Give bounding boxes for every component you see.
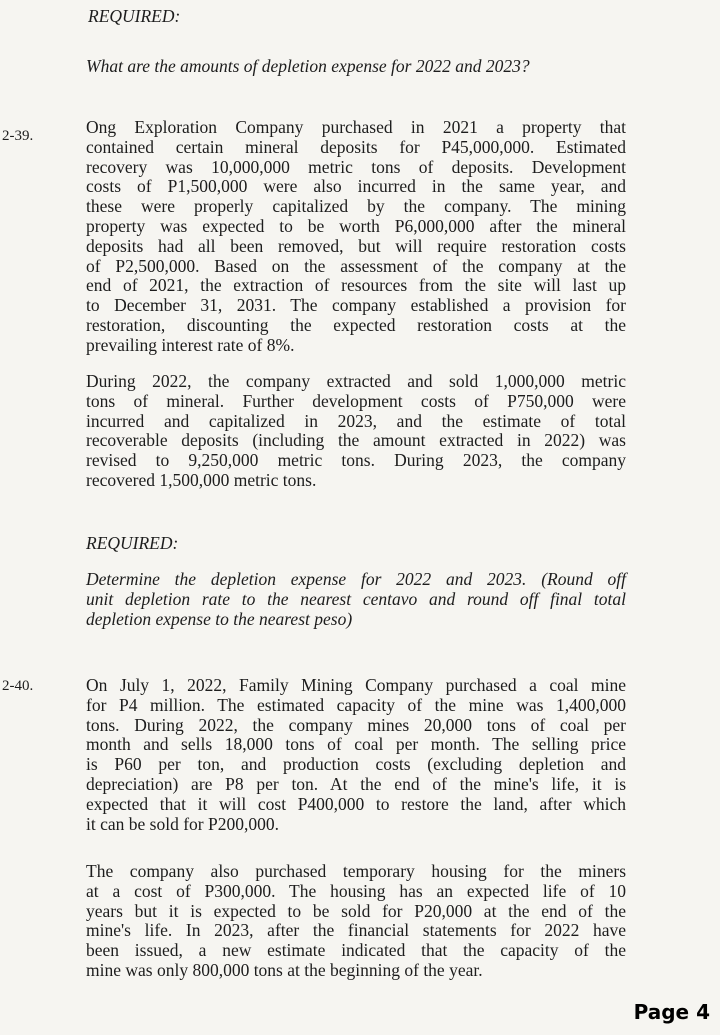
text-line: month and sells 18,000 tons of coal per month. The selling price: [86, 734, 626, 755]
text-line: recoverable deposits (including the amount extracted in 2022) was: [86, 430, 626, 451]
text-line: expected that it will cost P400,000 to restore the land, after which: [86, 793, 626, 814]
text-line: During 2022, the company extracted and sold 1,000,000 metric: [86, 371, 626, 391]
text-line: mine's life. In 2023, after the financial statements for 2022 have: [86, 920, 626, 941]
text-line: contained certain mineral deposits for P45,000,000. Estimated: [86, 136, 626, 157]
question-top: What are the amounts of depletion expense for 2022 and 2023?: [86, 56, 530, 76]
text-line: tons of mineral. Further development costs of P750,000 were: [86, 390, 626, 411]
text-line: deposits had all been removed, but will require restoration costs: [86, 235, 626, 256]
text-line: recovery was 10,000,000 metric tons of deposits. Development: [86, 156, 626, 177]
text-line: depletion expense to the nearest peso): [86, 608, 353, 629]
text-line: property was expected to be worth P6,000,000 after the mineral: [86, 215, 626, 236]
text-line: to December 31, 2031. The company established a provision for: [86, 295, 626, 316]
text-line: is P60 per ton, and production costs (excluding depletion and: [86, 754, 626, 775]
text-line: been issued, a new estimate indicated that the capacity of the: [86, 940, 626, 961]
text-line: tons. During 2022, the company mines 20,000 tons of coal per: [86, 714, 626, 735]
p240-paragraph-1: [86, 676, 626, 834]
p240-paragraph-2: [86, 862, 626, 981]
p239-required-text: [86, 570, 626, 629]
text-line: of P2,500,000. Based on the assessment of the company at the: [86, 255, 626, 276]
text-line: costs of P1,500,000 were also incurred in the same year, and: [86, 176, 626, 197]
page-number: Page 4: [633, 1000, 710, 1024]
text-line: depreciation) are P8 per ton. At the end of the mine's life, it is: [86, 773, 626, 794]
text-line: it can be sold for P200,000.: [86, 813, 279, 834]
text-line: Ong Exploration Company purchased in 2021 a property that: [86, 117, 626, 137]
p239-paragraph-2: [86, 372, 626, 491]
p239-required-heading: REQUIRED:: [86, 533, 179, 553]
text-line: unit depletion rate to the nearest centavo and round off final total: [86, 588, 626, 609]
text-line: mine was only 800,000 tons at the beginning of the year.: [86, 959, 483, 980]
problem-number-2-39: 2-39.: [2, 128, 34, 144]
text-line: incurred and capitalized in 2023, and the estimate of total: [86, 410, 626, 431]
text-line: On July 1, 2022, Family Mining Company purchased a coal mine: [86, 675, 626, 695]
text-line: recovered 1,500,000 metric tons.: [86, 469, 317, 490]
text-line: at a cost of P300,000. The housing has an expected life of 10: [86, 880, 626, 901]
text-line: for P4 million. The estimated capacity of the mine was 1,400,000: [86, 694, 626, 715]
text-line: end of 2021, the extraction of resources from the site will last up: [86, 275, 626, 296]
text-line: revised to 9,250,000 metric tons. During 2023, the company: [86, 450, 626, 471]
required-heading-top: REQUIRED:: [88, 6, 181, 26]
problem-number-2-40: 2-40.: [2, 678, 34, 694]
text-line: Determine the depletion expense for 2022 and 2023. (Round off: [86, 569, 626, 589]
text-line: these were properly capitalized by the company. The mining: [86, 196, 626, 217]
text-line: restoration, discounting the expected restoration costs at the: [86, 314, 626, 335]
text-line: years but it is expected to be sold for P20,000 at the end of the: [86, 900, 626, 921]
text-line: The company also purchased temporary housing for the miners: [86, 861, 626, 881]
p239-paragraph-1: [86, 118, 626, 356]
text-line: prevailing interest rate of 8%.: [86, 334, 295, 355]
